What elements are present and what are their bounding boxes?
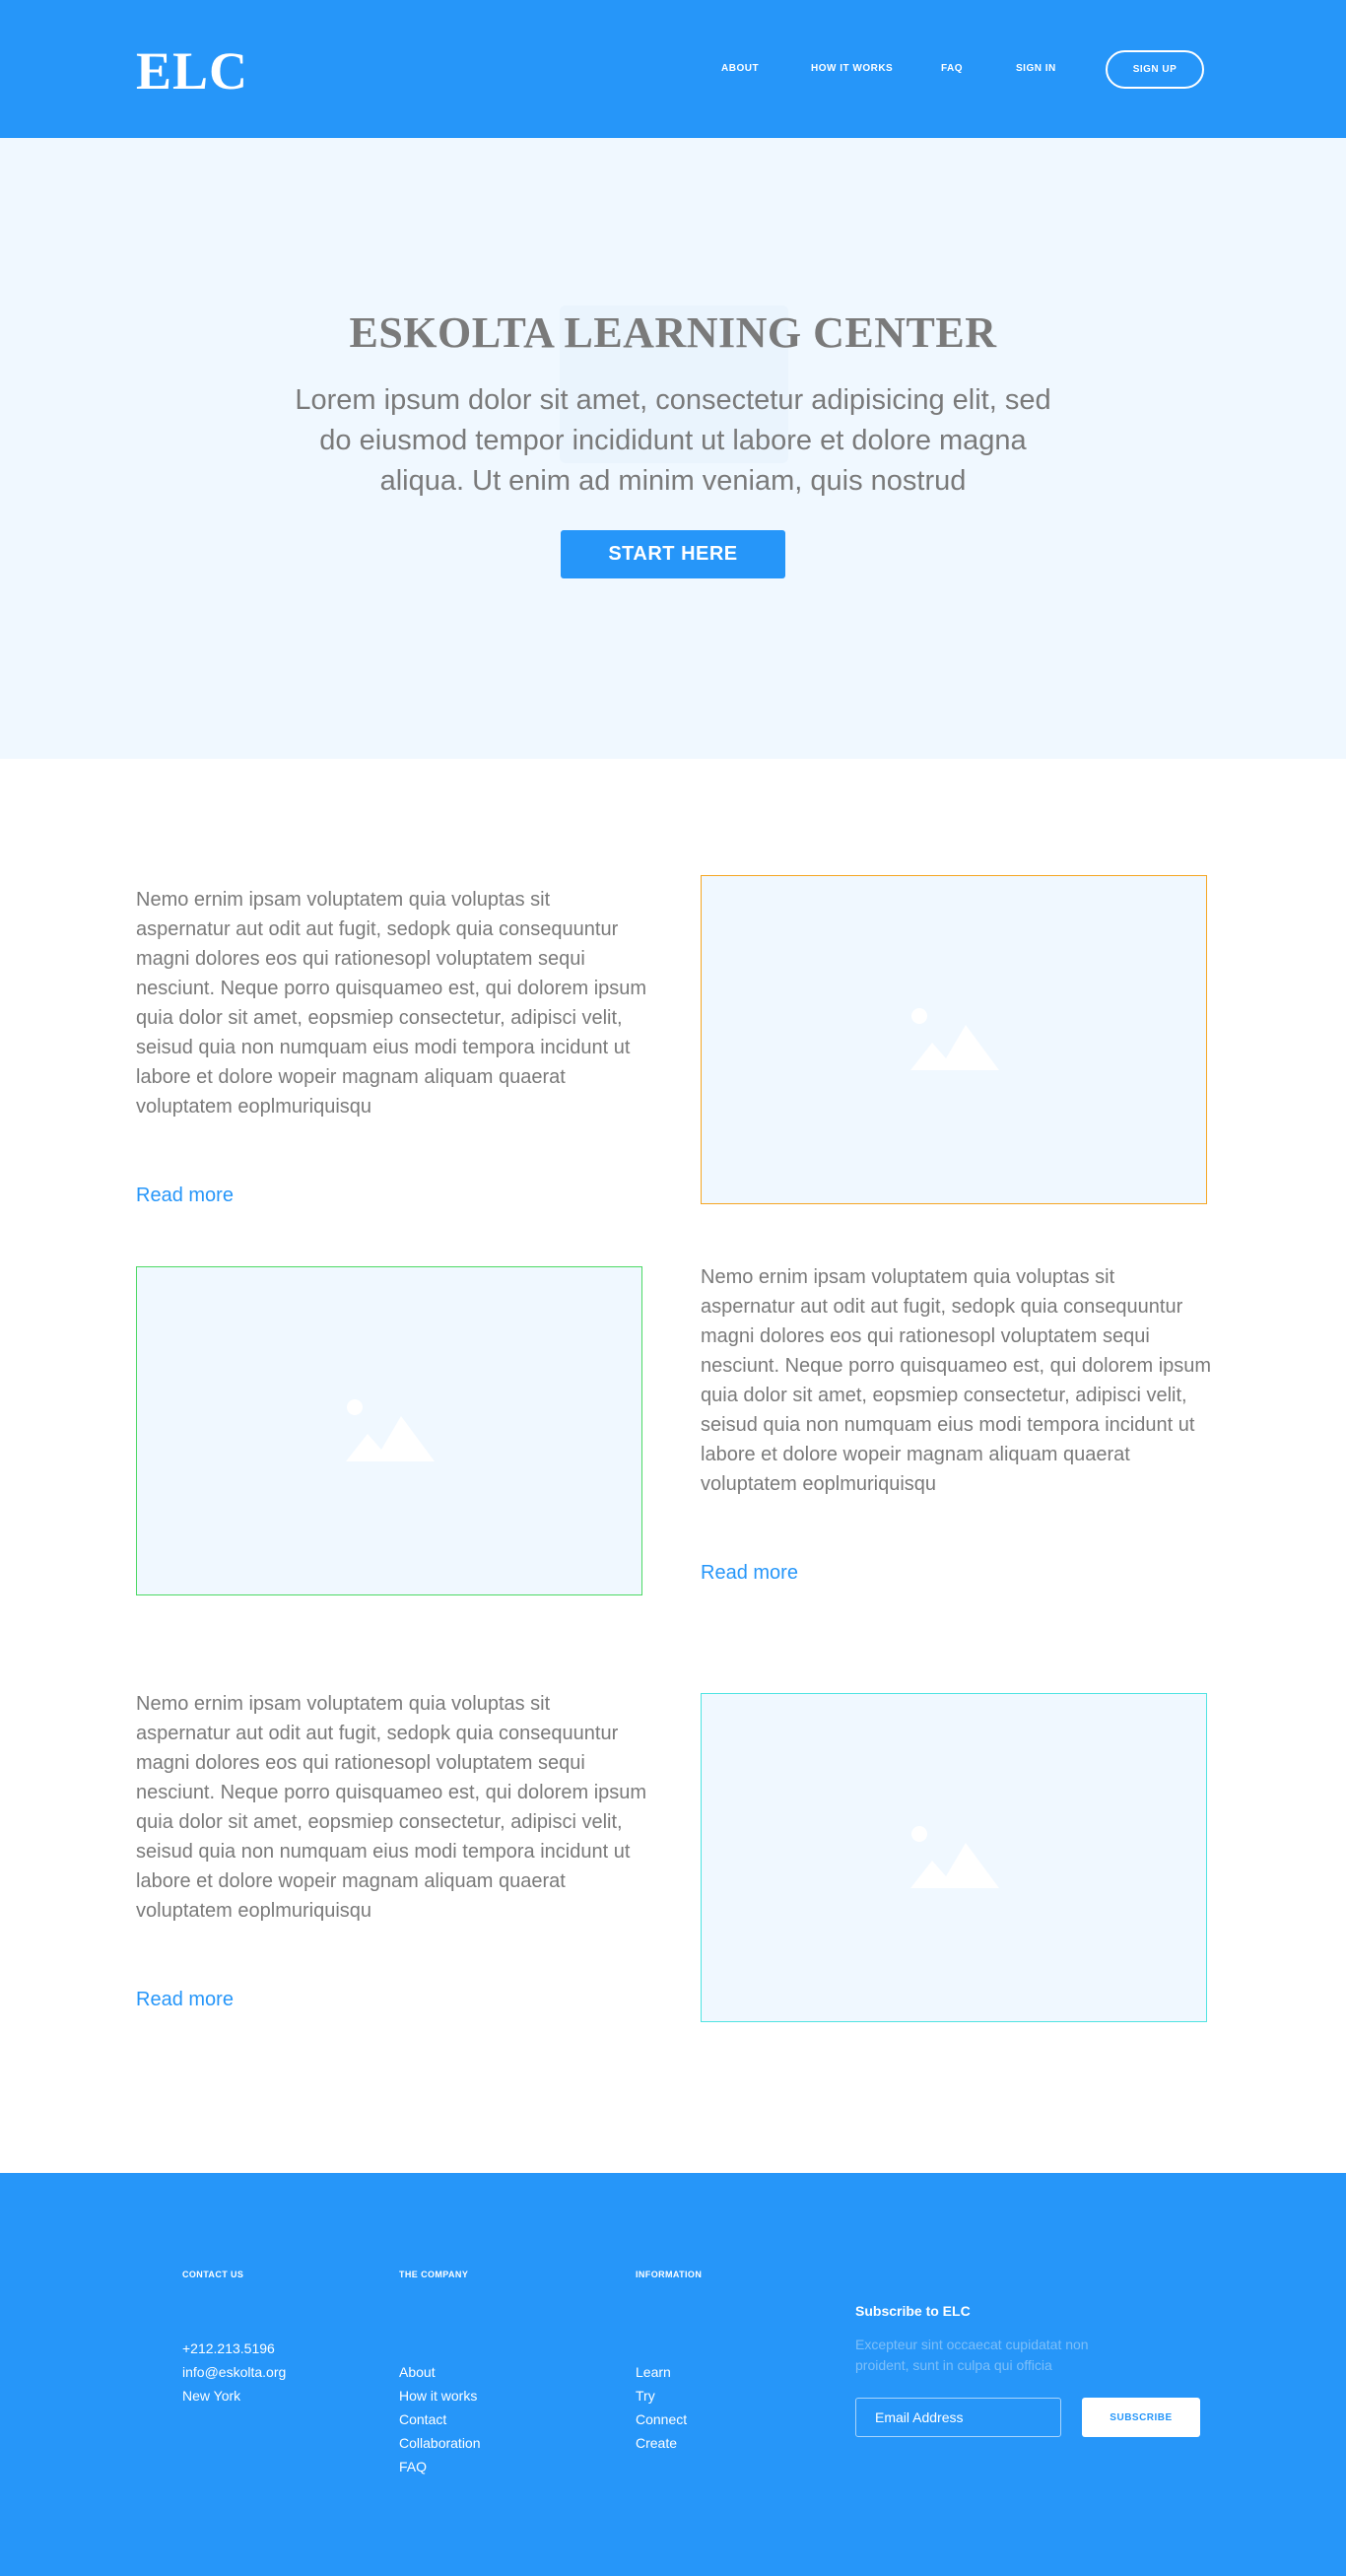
footer-company-list xyxy=(399,2360,481,2478)
subscribe-button[interactable]: SUBSCRIBE xyxy=(1082,2398,1200,2437)
image-placeholder-icon xyxy=(346,1398,435,1461)
footer-link-faq[interactable]: FAQ xyxy=(399,2459,428,2474)
feature-text: Nemo ernim ipsam voluptatem quia voluptas sit aspernatur aut odit aut fugit, sedopk quia consequuntur magni dolores eos qui rationesopl voluptatem sequi nesciunt. Neque porro quisquameo est, qui dolorem ipsum quia dolor sit amet, eopsmiep consectetur, adipisci velit, seisud quia non numquam eius modi tempora incidunt ut labore et dolore wopeir magnam aliquam quaerat voluptatem eoplmuriquisqu xyxy=(701,1266,1212,1495)
hero-title: ESKOLTA LEARNING CENTER xyxy=(349,308,997,357)
footer-city: New York xyxy=(182,2388,241,2404)
feature-text: Nemo ernim ipsam voluptatem quia voluptas sit aspernatur aut odit aut fugit, sedopk quia consequuntur magni dolores eos qui rationesopl voluptatem sequi nesciunt. Neque porro quisquameo est, qui dolorem ipsum quia dolor sit amet, eopsmiep consectetur, adipisci velit, seisud quia non numquam eius modi tempora incidunt ut labore et dolore wopeir magnam aliquam quaerat voluptatem eoplmuriquisqu xyxy=(136,1693,647,1922)
footer-link-learn[interactable]: Learn xyxy=(636,2364,671,2380)
footer-link-connect[interactable]: Connect xyxy=(636,2411,688,2427)
footer-contact-list xyxy=(182,2337,286,2407)
footer-company-heading: THE COMPANY xyxy=(399,2270,469,2279)
feature-text: Nemo ernim ipsam voluptatem quia voluptas sit aspernatur aut odit aut fugit, sedopk quia consequuntur magni dolores eos qui rationesopl voluptatem sequi nesciunt. Neque porro quisquameo est, qui dolorem ipsum quia dolor sit amet, eopsmiep consectetur, adipisci velit, seisud quia non numquam eius modi tempora incidunt ut labore et dolore wopeir magnam aliquam quaerat voluptatem eoplmuriquisqu xyxy=(136,889,647,1118)
site-header xyxy=(0,0,1346,138)
footer-link-contact[interactable]: Contact xyxy=(399,2411,447,2427)
read-more-link[interactable]: Read more xyxy=(701,1562,798,1584)
image-placeholder-icon xyxy=(910,1825,999,1888)
subscribe-email-input[interactable] xyxy=(855,2398,1061,2437)
nav-how-it-works[interactable]: HOW IT WORKS xyxy=(811,63,894,74)
footer-information-list xyxy=(636,2360,687,2455)
nav-faq[interactable]: FAQ xyxy=(941,63,964,74)
read-more-link[interactable]: Read more xyxy=(136,1989,234,2010)
footer-link-create[interactable]: Create xyxy=(636,2435,678,2451)
read-more-link[interactable]: Read more xyxy=(136,1185,234,1206)
footer-information-heading: INFORMATION xyxy=(636,2270,703,2279)
start-here-button[interactable]: START HERE xyxy=(561,530,785,578)
subscribe-title: Subscribe to ELC xyxy=(855,2303,971,2319)
sign-up-button[interactable]: SIGN UP xyxy=(1106,50,1204,89)
image-placeholder xyxy=(136,1266,642,1595)
image-placeholder xyxy=(701,875,1207,1204)
site-logo[interactable]: ELC xyxy=(136,41,249,101)
footer-link-how-it-works[interactable]: How it works xyxy=(399,2388,478,2404)
footer-link-collaboration[interactable]: Collaboration xyxy=(399,2435,481,2451)
hero-subtitle: Lorem ipsum dolor sit amet, consectetur adipisicing elit, sed do eiusmod tempor incididunt ut labore et dolore magna aliqua. Ut enim ad minim veniam, quis nostrud xyxy=(295,384,1051,497)
nav-sign-in[interactable]: SIGN IN xyxy=(1016,63,1056,74)
footer-email[interactable]: info@eskolta.org xyxy=(182,2364,287,2380)
footer-link-try[interactable]: Try xyxy=(636,2388,655,2404)
subscribe-description: Excepteur sint occaecat cupidatat non proident, sunt in culpa qui officia xyxy=(855,2337,1089,2373)
image-placeholder xyxy=(701,1693,1207,2022)
footer-phone[interactable]: +212.213.5196 xyxy=(182,2340,275,2356)
footer-contact-heading: CONTACT US xyxy=(182,2270,244,2279)
footer-link-about[interactable]: About xyxy=(399,2364,436,2380)
hero-section xyxy=(0,138,1346,759)
image-placeholder-icon xyxy=(910,1007,999,1070)
site-footer xyxy=(0,2173,1346,2576)
nav-about[interactable]: ABOUT xyxy=(721,63,760,74)
